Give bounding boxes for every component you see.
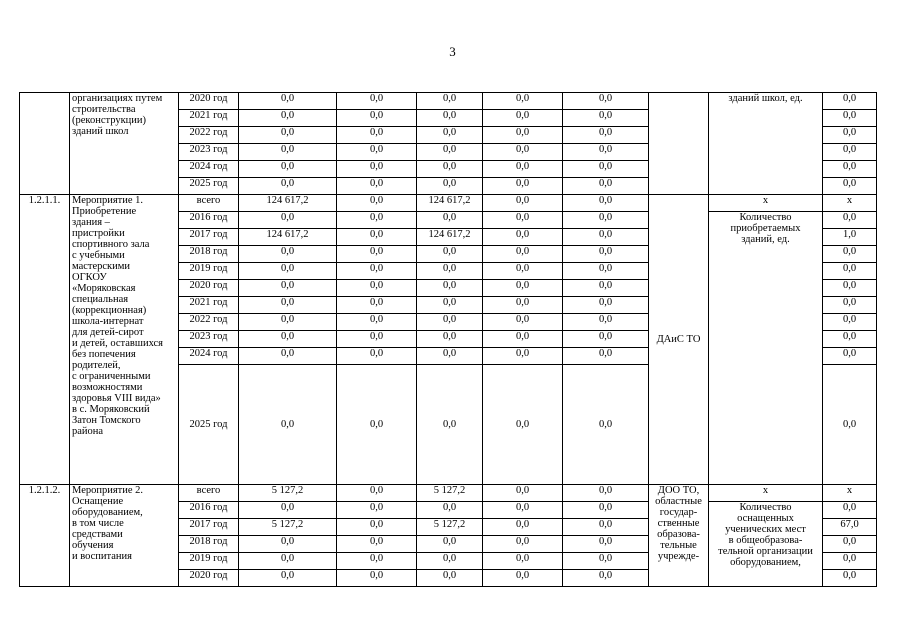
value-cell: 0,0 [417,280,483,297]
year-cell: 2016 год [179,212,239,229]
value-cell: 0,0 [483,178,563,195]
executor-cell [649,93,709,195]
value-cell: 0,0 [417,502,483,519]
indicator-value-cell: 0,0 [823,536,877,553]
year-cell: 2020 год [179,570,239,587]
value-cell: 0,0 [483,348,563,365]
value-cell: 0,0 [417,314,483,331]
year-cell: 2025 год [179,365,239,485]
value-cell: 5 127,2 [417,485,483,502]
value-cell: 0,0 [563,93,649,110]
value-cell: 0,0 [563,331,649,348]
value-cell: 0,0 [239,263,337,280]
value-cell: 0,0 [563,212,649,229]
indicator-value-cell: 0,0 [823,331,877,348]
value-cell: 0,0 [337,195,417,212]
value-cell: 0,0 [563,280,649,297]
value-cell: 0,0 [563,485,649,502]
executor-cell: ДАиС ТО [649,195,709,485]
year-cell: 2019 год [179,553,239,570]
value-cell: 0,0 [563,519,649,536]
value-cell: 0,0 [239,570,337,587]
year-cell: 2018 год [179,536,239,553]
value-cell: 0,0 [417,93,483,110]
indicator-value-cell: 0,0 [823,365,877,485]
value-cell: 0,0 [417,110,483,127]
indicator-value-cell: 0,0 [823,178,877,195]
value-cell: 0,0 [483,331,563,348]
value-cell: 0,0 [417,127,483,144]
value-cell: 124 617,2 [239,229,337,246]
x-mark-cell: х [823,195,877,212]
value-cell: 0,0 [239,365,337,485]
value-cell: 0,0 [483,502,563,519]
value-cell: 124 617,2 [417,195,483,212]
program-table [19,92,877,587]
year-cell: 2022 год [179,127,239,144]
value-cell: 0,0 [563,161,649,178]
value-cell: 0,0 [417,212,483,229]
value-cell: 0,0 [483,144,563,161]
year-cell: 2023 год [179,331,239,348]
executor-cell: ДОО ТО, областные государ- ственные образова- тельные учрежде- [649,485,709,587]
value-cell: 0,0 [563,314,649,331]
value-cell: 0,0 [563,229,649,246]
value-cell: 0,0 [483,519,563,536]
value-cell: 0,0 [483,263,563,280]
indicator-value-cell: 0,0 [823,348,877,365]
value-cell: 5 127,2 [239,485,337,502]
item-number-cell: 1.2.1.2. [20,485,70,587]
value-cell: 0,0 [483,93,563,110]
value-cell: 0,0 [239,502,337,519]
value-cell: 0,0 [563,365,649,485]
x-mark-cell: х [823,485,877,502]
value-cell: 0,0 [239,161,337,178]
value-cell: 0,0 [563,348,649,365]
value-cell: 0,0 [239,314,337,331]
value-cell: 0,0 [239,280,337,297]
value-cell: 0,0 [483,127,563,144]
value-cell: 0,0 [239,93,337,110]
activity-name-cell: Мероприятие 2. Оснащение оборудованием, в том числе средствами обучения и воспитания [70,485,179,587]
value-cell: 0,0 [337,331,417,348]
value-cell: 0,0 [337,280,417,297]
indicator-value-cell: 0,0 [823,93,877,110]
year-cell: 2024 год [179,161,239,178]
value-cell: 0,0 [483,297,563,314]
year-cell: 2020 год [179,93,239,110]
indicator-value-cell: 0,0 [823,314,877,331]
value-cell: 0,0 [239,297,337,314]
value-cell: 0,0 [417,161,483,178]
indicator-name-cell: Количество оснащенных ученических мест в общеобразова- тельной организации оборудованием, [709,502,823,587]
year-cell: всего [179,195,239,212]
value-cell: 0,0 [239,110,337,127]
value-cell: 0,0 [563,297,649,314]
indicator-value-cell: 67,0 [823,519,877,536]
value-cell: 0,0 [563,502,649,519]
value-cell: 0,0 [337,178,417,195]
year-cell: 2024 год [179,348,239,365]
indicator-value-cell: 0,0 [823,570,877,587]
value-cell: 0,0 [417,297,483,314]
indicator-value-cell: 0,0 [823,246,877,263]
year-cell: 2021 год [179,110,239,127]
value-cell: 0,0 [239,127,337,144]
value-cell: 0,0 [337,212,417,229]
value-cell: 0,0 [483,229,563,246]
value-cell: 0,0 [337,263,417,280]
item-number-cell: 1.2.1.1. [20,195,70,485]
indicator-name-cell: Количество приобретаемых зданий, ед. [709,212,823,485]
value-cell: 124 617,2 [239,195,337,212]
indicator-value-cell: 0,0 [823,502,877,519]
value-cell: 0,0 [337,127,417,144]
year-cell: всего [179,485,239,502]
value-cell: 0,0 [239,178,337,195]
table-row [20,93,877,110]
indicator-value-cell: 1,0 [823,229,877,246]
value-cell: 0,0 [563,110,649,127]
value-cell: 5 127,2 [417,519,483,536]
value-cell: 0,0 [337,161,417,178]
value-cell: 0,0 [483,280,563,297]
indicator-value-cell: 0,0 [823,263,877,280]
year-cell: 2023 год [179,144,239,161]
value-cell: 0,0 [417,365,483,485]
value-cell: 0,0 [337,348,417,365]
value-cell: 124 617,2 [417,229,483,246]
value-cell: 0,0 [337,502,417,519]
value-cell: 0,0 [239,144,337,161]
year-cell: 2019 год [179,263,239,280]
value-cell: 0,0 [417,246,483,263]
value-cell: 0,0 [239,536,337,553]
value-cell: 0,0 [483,536,563,553]
value-cell: 0,0 [563,144,649,161]
year-cell: 2022 год [179,314,239,331]
value-cell: 0,0 [483,195,563,212]
value-cell: 0,0 [417,144,483,161]
value-cell: 0,0 [417,263,483,280]
value-cell: 0,0 [563,553,649,570]
year-cell: 2025 год [179,178,239,195]
value-cell: 0,0 [417,331,483,348]
value-cell: 0,0 [239,553,337,570]
value-cell: 5 127,2 [239,519,337,536]
page-number: 3 [449,44,456,59]
indicator-value-cell: 0,0 [823,280,877,297]
value-cell: 0,0 [563,195,649,212]
indicator-name-cell: зданий школ, ед. [709,93,823,195]
indicator-value-cell: 0,0 [823,110,877,127]
value-cell: 0,0 [337,246,417,263]
value-cell: 0,0 [337,485,417,502]
value-cell: 0,0 [239,348,337,365]
table-row [20,485,877,502]
value-cell: 0,0 [337,314,417,331]
value-cell: 0,0 [563,178,649,195]
value-cell: 0,0 [337,93,417,110]
item-number-cell [20,93,70,195]
indicator-value-cell: 0,0 [823,144,877,161]
indicator-value-cell: 0,0 [823,553,877,570]
value-cell: 0,0 [483,570,563,587]
value-cell: 0,0 [563,263,649,280]
value-cell: 0,0 [417,348,483,365]
value-cell: 0,0 [483,212,563,229]
value-cell: 0,0 [337,110,417,127]
value-cell: 0,0 [239,212,337,229]
year-cell: 2017 год [179,229,239,246]
year-cell: 2018 год [179,246,239,263]
value-cell: 0,0 [483,161,563,178]
value-cell: 0,0 [483,553,563,570]
year-cell: 2020 год [179,280,239,297]
table-row [20,195,877,212]
value-cell: 0,0 [337,229,417,246]
value-cell: 0,0 [337,519,417,536]
value-cell: 0,0 [417,536,483,553]
indicator-value-cell: 0,0 [823,212,877,229]
value-cell: 0,0 [337,553,417,570]
value-cell: 0,0 [337,365,417,485]
value-cell: 0,0 [563,570,649,587]
year-cell: 2021 год [179,297,239,314]
value-cell: 0,0 [417,553,483,570]
year-cell: 2016 год [179,502,239,519]
value-cell: 0,0 [239,331,337,348]
value-cell: 0,0 [337,144,417,161]
x-mark-cell: х [709,195,823,212]
value-cell: 0,0 [483,246,563,263]
indicator-value-cell: 0,0 [823,127,877,144]
year-cell: 2017 год [179,519,239,536]
indicator-value-cell: 0,0 [823,297,877,314]
value-cell: 0,0 [483,110,563,127]
value-cell: 0,0 [483,485,563,502]
value-cell: 0,0 [563,246,649,263]
indicator-value-cell: 0,0 [823,161,877,178]
value-cell: 0,0 [483,314,563,331]
value-cell: 0,0 [239,246,337,263]
value-cell: 0,0 [563,536,649,553]
x-mark-cell: х [709,485,823,502]
value-cell: 0,0 [337,297,417,314]
value-cell: 0,0 [417,570,483,587]
value-cell: 0,0 [337,570,417,587]
value-cell: 0,0 [563,127,649,144]
activity-name-cell: организациях путем строительства (реконструкции) зданий школ [70,93,179,195]
value-cell: 0,0 [337,536,417,553]
activity-name-cell: Мероприятие 1. Приобретение здания – пристройки спортивного зала с учебными мастерскими ОГКОУ «Моряковская специальная (коррекционная) школа-интернат для детей-сирот и детей, оставшихся без попечения родителей, с ограниченными возможностями здоровья VIII вида» в с. Моряковский Затон Томского района [70,195,179,485]
value-cell: 0,0 [483,365,563,485]
value-cell: 0,0 [417,178,483,195]
